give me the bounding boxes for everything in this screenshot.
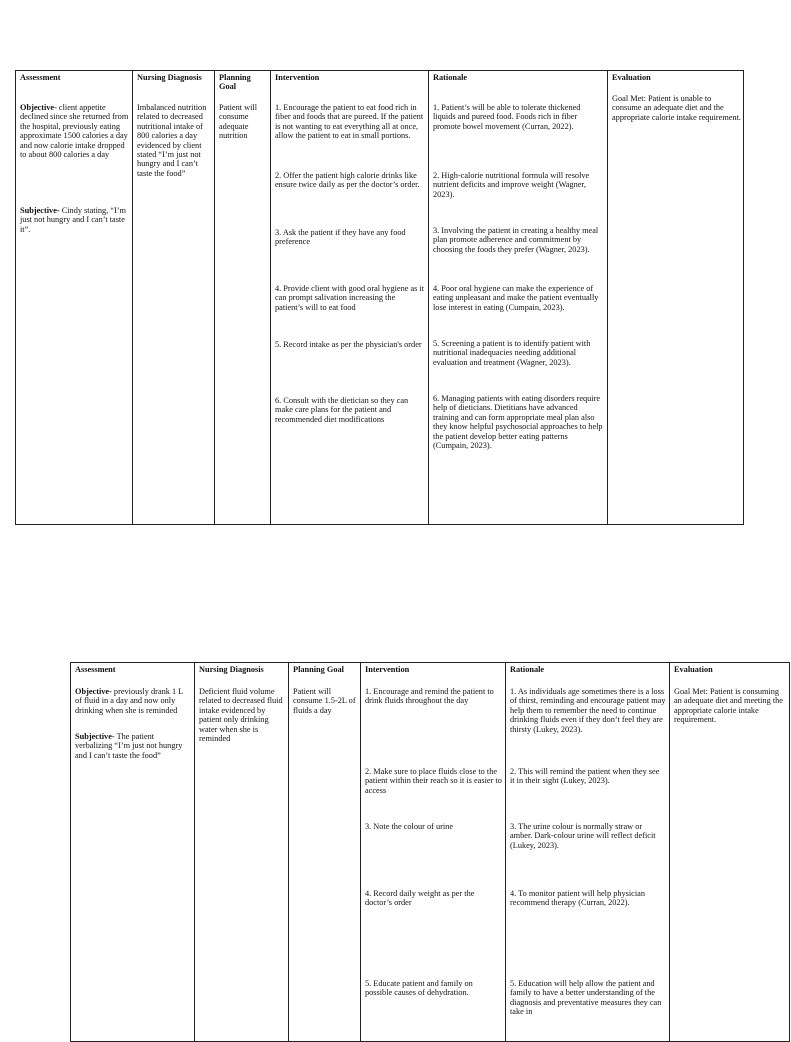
rationale-column bbox=[429, 71, 608, 524]
objective-assessment bbox=[75, 687, 191, 715]
subjective-text: Cindy stating, “I’m just not hungry and I can’t taste it”. bbox=[20, 206, 127, 234]
intervention-item: 4. Record daily weight as per the doctor’s order bbox=[365, 889, 475, 908]
rationale-item: 3. Involving the patient in creating a healthy meal plan promote adherence and commitment by choosing the foods they prefer (Wagner, 2023). bbox=[433, 226, 599, 254]
rationale-header: Rationale bbox=[510, 665, 545, 674]
subjective-label: Subjective- bbox=[20, 206, 60, 215]
rationale-item: 5. Education will help allow the patient and family to have a better understanding of the diagnosis and preventative measures they can take in bbox=[510, 979, 662, 1017]
nursing-diagnosis-header: Nursing Diagnosis bbox=[137, 73, 202, 82]
objective-text: previously drank 1 L of fluid in a day and now only drinking when she is reminded bbox=[75, 687, 183, 715]
assessment-column bbox=[16, 71, 133, 524]
intervention-item: 2. Make sure to place fluids close to the patient within their reach so it is easier to access bbox=[365, 767, 502, 795]
intervention-column bbox=[271, 71, 429, 524]
intervention-item: 6. Consult with the dietician so they can make care plans for the patient and recommended diet modifications bbox=[275, 396, 409, 424]
subjective-label: Subjective- bbox=[75, 732, 115, 741]
rationale-item: 6. Managing patients with eating disorders require help of dieticians. Dietitians have advanced training and can form appropriate meal plan also they know helpful psychosocial approaches to help the patient develop better eating patterns (Cumpain, 2023). bbox=[433, 394, 603, 451]
objective-label: Objective- bbox=[20, 103, 57, 112]
nursing-diagnosis-column bbox=[195, 663, 289, 1041]
care-plan-table-fluid bbox=[70, 662, 790, 1042]
nursing-diagnosis-column bbox=[133, 71, 215, 524]
intervention-header: Intervention bbox=[365, 665, 410, 674]
planning-goal-text: Patient will consume 1.5-2L of fluids a day bbox=[293, 687, 356, 715]
evaluation-column bbox=[670, 663, 791, 1041]
assessment-header: Assessment bbox=[20, 73, 61, 82]
nursing-diagnosis-text: Deficient fluid volume related to decreased fluid intake evidenced by patient only drinking water when she is reminded bbox=[199, 687, 283, 744]
evaluation-header: Evaluation bbox=[674, 665, 713, 674]
planning-goal-header: Planning Goal bbox=[293, 665, 344, 674]
subjective-text: The patient verbalizing “I’m just not hungry and I can’t taste the food” bbox=[75, 732, 183, 760]
intervention-item: 2. Offer the patient high calorie drinks like ensure twice daily as per the doctor’s order. bbox=[275, 171, 420, 190]
intervention-item: 3. Note the colour of urine bbox=[365, 822, 454, 831]
care-plan-table-nutrition bbox=[15, 70, 744, 525]
rationale-item: 2. This will remind the patient when they see it in their sight (Lukey, 2023). bbox=[510, 767, 660, 786]
intervention-item: 1. Encourage the patient to eat food rich in fiber and foods that are pureed. If the patient is not wanting to eat everything all at once, allow the patient to eat in small portions. bbox=[275, 103, 424, 141]
planning-goal-header: Planning Goal bbox=[219, 73, 251, 92]
nursing-diagnosis-header: Nursing Diagnosis bbox=[199, 665, 264, 674]
intervention-item: 3. Ask the patient if they have any food preference bbox=[275, 228, 406, 247]
rationale-column bbox=[506, 663, 670, 1041]
planning-goal-column bbox=[289, 663, 361, 1041]
intervention-column bbox=[361, 663, 506, 1041]
rationale-item: 1. As individuals age sometimes there is a loss of thirst, reminding and encourage patient may help them to remember the need to continue drinking fluids even if they don’t feel they are thirsty (Lukey, 2023). bbox=[510, 687, 666, 734]
rationale-item: 3. The urine colour is normally straw or amber. Dark-colour urine will reflect deficit (Lukey, 2023). bbox=[510, 822, 656, 850]
assessment-column bbox=[71, 663, 195, 1041]
rationale-item: 4. To monitor patient will help physician recommend therapy (Curran, 2022). bbox=[510, 889, 645, 908]
intervention-item: 1. Encourage and remind the patient to drink fluids throughout the day bbox=[365, 687, 494, 706]
intervention-item: 5. Educate patient and family on possible causes of dehydration. bbox=[365, 979, 473, 998]
evaluation-header: Evaluation bbox=[612, 73, 651, 82]
rationale-item: 4. Poor oral hygiene can make the experience of eating unpleasant and make the patient eventually lose interest in eating (Cumpain, 2023). bbox=[433, 284, 599, 312]
intervention-header: Intervention bbox=[275, 73, 320, 82]
objective-assessment bbox=[20, 103, 129, 159]
subjective-assessment bbox=[20, 206, 129, 234]
rationale-item: 1. Patient’s will be able to tolerate thickened liquids and pureed food. Foods rich in fiber promote bowel movement (Curran, 2022). bbox=[433, 103, 581, 131]
planning-goal-column bbox=[215, 71, 271, 524]
evaluation-column bbox=[608, 71, 745, 524]
evaluation-text: Goal Met: Patient is unable to consume an adequate diet and the appropriate calorie intake requirement. bbox=[612, 94, 741, 122]
planning-goal-text: Patient will consume adequate nutrition bbox=[219, 103, 258, 141]
rationale-item: 5. Screening a patient is to identify patient with nutritional inadequacies needing additional evaluation and treatment (Wagner, 2023). bbox=[433, 339, 591, 367]
objective-label: Objective- bbox=[75, 687, 112, 696]
rationale-header: Rationale bbox=[433, 73, 468, 82]
evaluation-text: Goal Met: Patient is consuming an adequate diet and meeting the appropriate calorie intake requirement. bbox=[674, 687, 783, 725]
assessment-header: Assessment bbox=[75, 665, 116, 674]
rationale-item: 2. High-calorie nutritional formula will resolve nutrient deficits and improve weight (Wagner, 2023). bbox=[433, 171, 590, 199]
intervention-item: 5. Record intake as per the physician's order bbox=[275, 340, 422, 349]
objective-text: client appetite declined since she returned from the hospital, previously eating approximate 1500 calories a day and now calorie intake dropped to about 800 calories a day bbox=[20, 103, 129, 160]
subjective-assessment bbox=[75, 732, 191, 760]
nursing-diagnosis-text: Imbalanced nutrition related to decreased nutritional intake of 800 calories a day evidenced by client stated “I’m just not hungry and I can’t taste the food” bbox=[137, 103, 207, 178]
intervention-item: 4. Provide client with good oral hygiene as it can prompt salivation increasing the patient’s will to eat food bbox=[275, 284, 425, 312]
